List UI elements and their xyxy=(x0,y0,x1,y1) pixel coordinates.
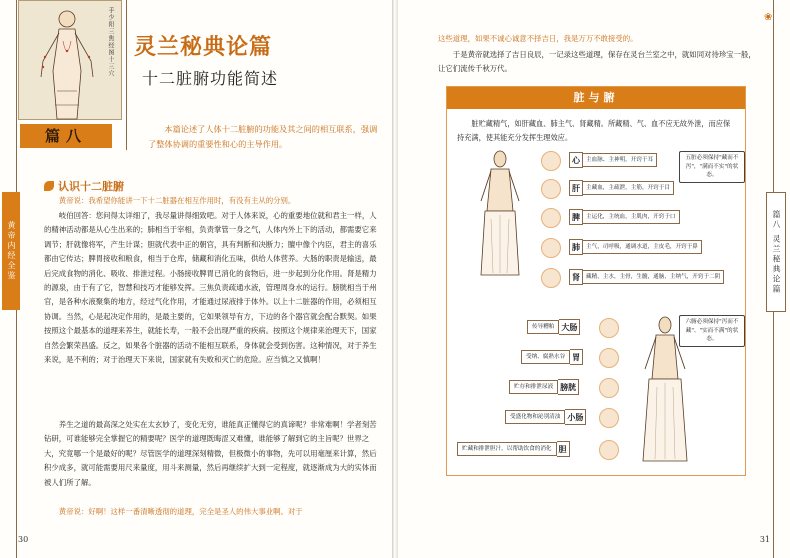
liver-icon xyxy=(541,179,561,199)
fu-function: 受纳、腐熟水谷 xyxy=(521,350,570,364)
chapter-label: 篇八 xyxy=(20,124,112,148)
organ-function: 主气，司呼吸，通调水道，主皮毛，开窍于鼻 xyxy=(583,240,702,254)
kidney-icon xyxy=(541,268,561,288)
fu-name: 大肠 xyxy=(559,319,580,335)
fu-function: 贮存和排泄尿液 xyxy=(509,380,558,394)
organ-function: 主藏血，主疏泄，主筋，开窍于目 xyxy=(583,181,674,195)
leaf-icon xyxy=(44,181,54,191)
organ-name: 脾 xyxy=(569,209,583,225)
paragraph-1: 黄帝说：我希望你能讲一下十二脏器在相互作用时，有没有主从的分别。 xyxy=(58,196,296,205)
organ-name: 心 xyxy=(569,152,583,168)
callout-five-zang: 五脏必须保持"藏而不泻"，"满而不实"的状态。 xyxy=(679,151,745,183)
margin-line-illus xyxy=(126,0,127,150)
paragraph-3: 养生之道的最高深之处实在太玄妙了，变化无穷，谁能真正懂得它的真谛呢？非常难啊！学者刻苦钻研，可谁能够完全掌握它的精要呢？医学的道理既晦涩又难懂，谁能够了解到它的主旨呢？世界之大，究竟哪一个是最好的呢？尽管医学的道理深刻精微，但极微小的事物，先可以用毫厘来计算，然后积少成多，就可能需要用尺来量度，用斗来测量，然后再继续扩大到一定程度，就逐渐成为大的实体而被人们所了解。 xyxy=(44,420,377,487)
continuation-text: 这些道理，如果不诚心诚意不择吉日，我是万万不敢接受的。 xyxy=(438,34,638,43)
organ-name: 肾 xyxy=(569,269,583,285)
heart-icon xyxy=(541,151,561,171)
organ-name: 肝 xyxy=(569,180,583,196)
fu-row-gallbladder xyxy=(457,441,570,457)
fu-name: 胃 xyxy=(570,349,583,365)
organ-name: 肺 xyxy=(569,239,583,255)
fu-name: 膀胱 xyxy=(558,379,579,395)
chapter-intro: 本篇论述了人体十二脏腑的功能及其之间的相互联系，强调了整体协调的重要性和心的主导作用。 xyxy=(148,124,378,149)
organ-row-kidney xyxy=(569,269,724,285)
large-intestine-icon xyxy=(599,318,619,338)
organ-row-liver xyxy=(569,180,674,196)
box-title: 脏与腑 xyxy=(573,91,619,104)
small-intestine-icon xyxy=(599,408,619,428)
gallbladder-icon xyxy=(599,440,619,460)
stomach-icon xyxy=(599,348,619,368)
side-tab-left: 黄帝内经全鉴 xyxy=(2,192,20,310)
section-heading xyxy=(44,178,124,194)
callout-six-fu: 六腑必须保持"泻而不藏"、"实而不满"的状态。 xyxy=(679,315,745,347)
organ-row-heart xyxy=(569,152,657,168)
fu-name: 胆 xyxy=(557,441,570,457)
paragraph-4: 黄帝说：好啊！这样一番清晰透彻的道理，完全是圣人的伟大事业啊。对于 xyxy=(58,507,303,516)
organ-row-spleen xyxy=(569,209,680,225)
male-figure-image xyxy=(469,149,531,277)
zang-fu-box xyxy=(446,86,746,476)
fu-row-stomach xyxy=(521,349,583,365)
fu-row-large-intestine xyxy=(527,319,580,335)
section-heading-text: 认识十二脏腑 xyxy=(58,180,124,193)
organ-function: 主血脉、主神明，开窍于耳 xyxy=(583,153,657,167)
right-paragraph: 于是黄帝就选择了吉日良辰，一记录这些道理，保存在灵台兰室之中，就如同对待珍宝一般，让它们流传千秋万代。 xyxy=(438,50,756,74)
fu-function: 受盛化物和泌别清浊 xyxy=(505,410,565,424)
meridian-illustration xyxy=(18,0,122,120)
lung-icon xyxy=(541,238,561,258)
paragraph-2: 岐伯回答：您问得太详细了，我尽量讲得细致吧。对于人体来说，心的重要地位就和君主一样，人的精神活动都是从心生出来的；肺相当于宰相，负责掌管一身之气，人体内外上下的活动，都需要它来调节；肝就像将军，产生计谋；胆就代表中正的朝官，具有判断和决断力；膻中像个内臣，君主的喜乐都由它传达；脾胃接收和粮食，相当于仓库，储藏和消化五味，供给人体营养。大肠的职责是输送，最后完成食物的消化、吸收、排泄过程。小肠接收脾胃已消化的食物后，进一步起到分化作用。肾是精力的源泉，由于有了它，智慧和技巧才能够发挥。三焦负责疏通水液，管理周身水的运行。膀胱相当于州官，是各种水液聚集的地方，经过气化作用，才能通过尿液排于体外。以上十二脏器的作用，必须相互协调。当然，心是起决定作用的，是最主要的，它如果领导有方，下边的各个器官就会配合默契。如果按照这个最基本的道理来养生，就能长寿，一般不会出现严重的疾病。按照这个规律来治理天下，国家自然会繁荣昌盛。反之，如果各个脏器的活动不能相互联系，身体就会受到伤害。这种情况，对于养生来说，是不利的；对于治理天下来说，国家就有失败和灭亡的危险。应当慎之又慎啊！ xyxy=(44,211,377,365)
side-tab-right: 篇八 灵兰秘典论篇 xyxy=(766,192,786,312)
page-subtitle: 十二脏腑功能简述 xyxy=(142,69,279,88)
fu-row-small-intestine xyxy=(505,409,586,425)
fu-name: 小肠 xyxy=(565,409,586,425)
fu-function: 贮藏和排泄胆汁，以帮助饮食的消化 xyxy=(457,442,557,456)
organ-row-lung xyxy=(569,239,702,255)
ornament-icon: ❀ xyxy=(764,12,773,23)
spleen-icon xyxy=(541,208,561,228)
left-page xyxy=(0,0,392,558)
page-title: 灵兰秘典论篇 xyxy=(134,34,273,60)
right-page xyxy=(398,0,790,558)
organ-function: 藏精，主水，主骨，生髓，通脑，主纳气，开窍于二阴 xyxy=(583,270,724,284)
fu-row-bladder xyxy=(509,379,579,395)
page-number-right: 31 xyxy=(759,535,770,544)
bladder-icon xyxy=(599,378,619,398)
organ-function: 主运化，主统血，主肌肉，开窍于口 xyxy=(583,210,680,224)
page-number-left: 30 xyxy=(18,535,29,544)
illustration-caption: 手少阳三焦经图十三穴 xyxy=(107,7,114,77)
box-description: 脏贮藏精气，如肝藏血、肺主气、肾藏精。所藏精、气、血不应无故外泄，而应保持充满，使其能充分发挥生理效应。 xyxy=(457,119,731,142)
fu-function: 传导糟粕 xyxy=(527,320,559,334)
